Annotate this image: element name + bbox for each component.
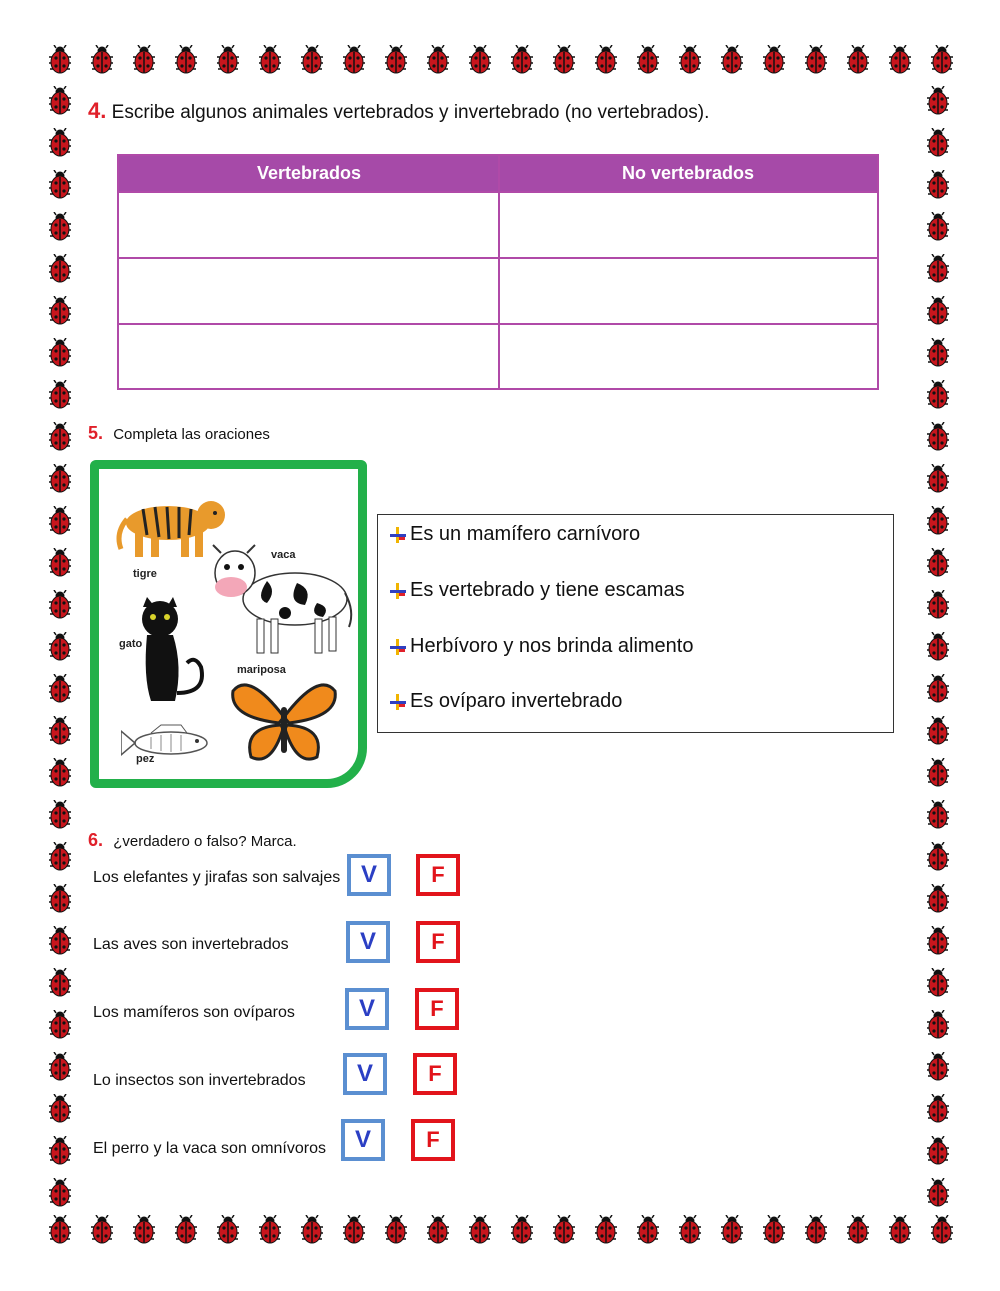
table-header-vertebrados: Vertebrados bbox=[119, 156, 499, 193]
ladybug-icon bbox=[717, 45, 747, 75]
false-button[interactable]: F bbox=[416, 921, 460, 963]
ladybug-icon bbox=[423, 1215, 453, 1245]
ladybug-icon bbox=[923, 506, 953, 536]
sentence-text: Es vertebrado y tiene escamas bbox=[410, 579, 685, 601]
ladybug-icon bbox=[923, 380, 953, 410]
ladybug-icon bbox=[213, 45, 243, 75]
ladybug-icon bbox=[297, 45, 327, 75]
ladybug-icon bbox=[923, 296, 953, 326]
ladybug-icon bbox=[923, 86, 953, 116]
ladybug-icon bbox=[129, 1215, 159, 1245]
question-5-number: 5. bbox=[88, 423, 104, 443]
true-button[interactable]: V bbox=[345, 988, 389, 1030]
ladybug-icon bbox=[381, 1215, 411, 1245]
sentence-text: Es un mamífero carnívoro bbox=[410, 523, 641, 545]
question-6-heading bbox=[88, 830, 297, 851]
ladybug-icon bbox=[87, 45, 117, 75]
ladybug-icon bbox=[45, 170, 75, 200]
ladybug-icon bbox=[297, 1215, 327, 1245]
ladybug-icon bbox=[423, 45, 453, 75]
bullet-icon bbox=[388, 637, 408, 657]
ladybug-icon bbox=[45, 128, 75, 158]
ladybug-icon bbox=[45, 590, 75, 620]
cat-icon bbox=[137, 597, 217, 707]
table-header-no-vertebrados: No vertebrados bbox=[499, 156, 877, 193]
animals-table bbox=[117, 154, 879, 390]
bullet-icon bbox=[388, 692, 408, 712]
table-cell[interactable] bbox=[119, 259, 499, 325]
ladybug-icon bbox=[923, 422, 953, 452]
animal-label-tigre: tigre bbox=[133, 568, 157, 580]
statement-text: El perro y la vaca son omnívoros bbox=[93, 1140, 326, 1157]
ladybug-icon bbox=[843, 45, 873, 75]
ladybug-icon bbox=[549, 45, 579, 75]
ladybug-icon bbox=[717, 1215, 747, 1245]
ladybug-icon bbox=[45, 842, 75, 872]
ladybug-icon bbox=[87, 1215, 117, 1245]
ladybug-icon bbox=[45, 548, 75, 578]
ladybug-icon bbox=[45, 1215, 75, 1245]
ladybug-icon bbox=[923, 338, 953, 368]
bullet-icon bbox=[388, 525, 408, 545]
ladybug-icon bbox=[923, 842, 953, 872]
false-button[interactable]: F bbox=[416, 854, 460, 896]
ladybug-icon bbox=[923, 758, 953, 788]
ladybug-icon bbox=[591, 45, 621, 75]
false-button[interactable]: F bbox=[413, 1053, 457, 1095]
ladybug-icon bbox=[255, 1215, 285, 1245]
ladybug-icon bbox=[923, 1052, 953, 1082]
ladybug-icon bbox=[885, 45, 915, 75]
ladybug-icon bbox=[255, 45, 285, 75]
ladybug-icon bbox=[45, 884, 75, 914]
sentence-item bbox=[388, 690, 622, 713]
ladybug-icon bbox=[923, 884, 953, 914]
ladybug-icon bbox=[923, 212, 953, 242]
ladybug-icon bbox=[923, 1094, 953, 1124]
ladybug-icon bbox=[381, 45, 411, 75]
ladybug-icon bbox=[801, 45, 831, 75]
statement-text: Las aves son invertebrados bbox=[93, 936, 289, 953]
question-4-instruction: Escribe algunos animales vertebrados y invertebrado (no vertebrados). bbox=[111, 102, 710, 123]
ladybug-icon bbox=[843, 1215, 873, 1245]
ladybug-icon bbox=[45, 45, 75, 75]
ladybug-icon bbox=[171, 45, 201, 75]
sentence-text: Herbívoro y nos brinda alimento bbox=[410, 635, 694, 657]
ladybug-icon bbox=[213, 1215, 243, 1245]
ladybug-icon bbox=[45, 1010, 75, 1040]
ladybug-icon bbox=[923, 128, 953, 158]
ladybug-icon bbox=[923, 1136, 953, 1166]
ladybug-icon bbox=[45, 1136, 75, 1166]
bullet-icon bbox=[388, 581, 408, 601]
false-button[interactable]: F bbox=[415, 988, 459, 1030]
ladybug-icon bbox=[45, 506, 75, 536]
ladybug-icon bbox=[45, 254, 75, 284]
statement-text: Lo insectos son invertebrados bbox=[93, 1072, 306, 1089]
ladybug-icon bbox=[45, 1052, 75, 1082]
ladybug-icon bbox=[591, 1215, 621, 1245]
ladybug-icon bbox=[885, 1215, 915, 1245]
ladybug-icon bbox=[923, 968, 953, 998]
ladybug-icon bbox=[129, 45, 159, 75]
table-cell[interactable] bbox=[119, 193, 499, 259]
ladybug-icon bbox=[171, 1215, 201, 1245]
true-button[interactable]: V bbox=[343, 1053, 387, 1095]
statement-text: Los elefantes y jirafas son salvajes bbox=[93, 869, 341, 886]
table-divider bbox=[498, 156, 500, 388]
ladybug-icon bbox=[923, 1010, 953, 1040]
statement-text: Los mamíferos son ovíparos bbox=[93, 1004, 295, 1021]
sentences-box bbox=[377, 514, 894, 733]
ladybug-icon bbox=[507, 1215, 537, 1245]
ladybug-icon bbox=[633, 1215, 663, 1245]
ladybug-icon bbox=[465, 45, 495, 75]
ladybug-icon bbox=[923, 548, 953, 578]
ladybug-icon bbox=[339, 1215, 369, 1245]
ladybug-icon bbox=[45, 1178, 75, 1208]
question-5-heading bbox=[88, 423, 270, 444]
sentence-item bbox=[388, 579, 685, 602]
question-4-heading bbox=[88, 98, 709, 124]
ladybug-icon bbox=[45, 86, 75, 116]
ladybug-icon bbox=[45, 338, 75, 368]
ladybug-icon bbox=[923, 590, 953, 620]
ladybug-icon bbox=[923, 800, 953, 830]
ladybug-icon bbox=[45, 800, 75, 830]
false-button[interactable]: F bbox=[411, 1119, 455, 1161]
ladybug-icon bbox=[923, 926, 953, 956]
true-button[interactable]: V bbox=[341, 1119, 385, 1161]
ladybug-icon bbox=[45, 968, 75, 998]
ladybug-icon bbox=[45, 296, 75, 326]
ladybug-icon bbox=[45, 632, 75, 662]
sentence-item bbox=[388, 523, 640, 546]
animal-label-gato: gato bbox=[119, 638, 143, 650]
ladybug-icon bbox=[465, 1215, 495, 1245]
animal-label-vaca: vaca bbox=[271, 549, 296, 561]
sentence-item bbox=[388, 635, 693, 658]
question-6-instruction: ¿verdadero o falso? Marca. bbox=[113, 833, 297, 850]
ladybug-icon bbox=[927, 45, 957, 75]
ladybug-icon bbox=[759, 45, 789, 75]
ladybug-icon bbox=[923, 464, 953, 494]
ladybug-icon bbox=[45, 380, 75, 410]
ladybug-icon bbox=[923, 254, 953, 284]
sentence-text: Es ovíparo invertebrado bbox=[410, 690, 623, 712]
ladybug-icon bbox=[923, 170, 953, 200]
table-cell[interactable] bbox=[499, 259, 877, 325]
table-cell[interactable] bbox=[499, 193, 877, 259]
ladybug-icon bbox=[675, 1215, 705, 1245]
ladybug-icon bbox=[923, 1178, 953, 1208]
ladybug-icon bbox=[801, 1215, 831, 1245]
question-6-number: 6. bbox=[88, 830, 104, 850]
ladybug-icon bbox=[923, 632, 953, 662]
ladybug-icon bbox=[633, 45, 663, 75]
ladybug-icon bbox=[675, 45, 705, 75]
ladybug-icon bbox=[45, 758, 75, 788]
animals-image-frame bbox=[90, 460, 367, 788]
ladybug-icon bbox=[507, 45, 537, 75]
ladybug-icon bbox=[923, 674, 953, 704]
animal-label-mariposa: mariposa bbox=[237, 664, 286, 676]
ladybug-icon bbox=[45, 674, 75, 704]
ladybug-icon bbox=[549, 1215, 579, 1245]
question-5-instruction: Completa las oraciones bbox=[113, 426, 270, 443]
ladybug-icon bbox=[923, 716, 953, 746]
animal-label-pez: pez bbox=[136, 753, 155, 765]
true-button[interactable]: V bbox=[346, 921, 390, 963]
ladybug-icon bbox=[759, 1215, 789, 1245]
ladybug-icon bbox=[339, 45, 369, 75]
butterfly-icon bbox=[229, 677, 339, 767]
true-button[interactable]: V bbox=[347, 854, 391, 896]
ladybug-icon bbox=[45, 212, 75, 242]
table-cell[interactable] bbox=[119, 325, 499, 388]
table-cell[interactable] bbox=[499, 325, 877, 388]
ladybug-icon bbox=[927, 1215, 957, 1245]
ladybug-icon bbox=[45, 926, 75, 956]
ladybug-icon bbox=[45, 716, 75, 746]
ladybug-icon bbox=[45, 422, 75, 452]
ladybug-icon bbox=[45, 464, 75, 494]
question-4-number: 4. bbox=[88, 98, 107, 123]
ladybug-icon bbox=[45, 1094, 75, 1124]
